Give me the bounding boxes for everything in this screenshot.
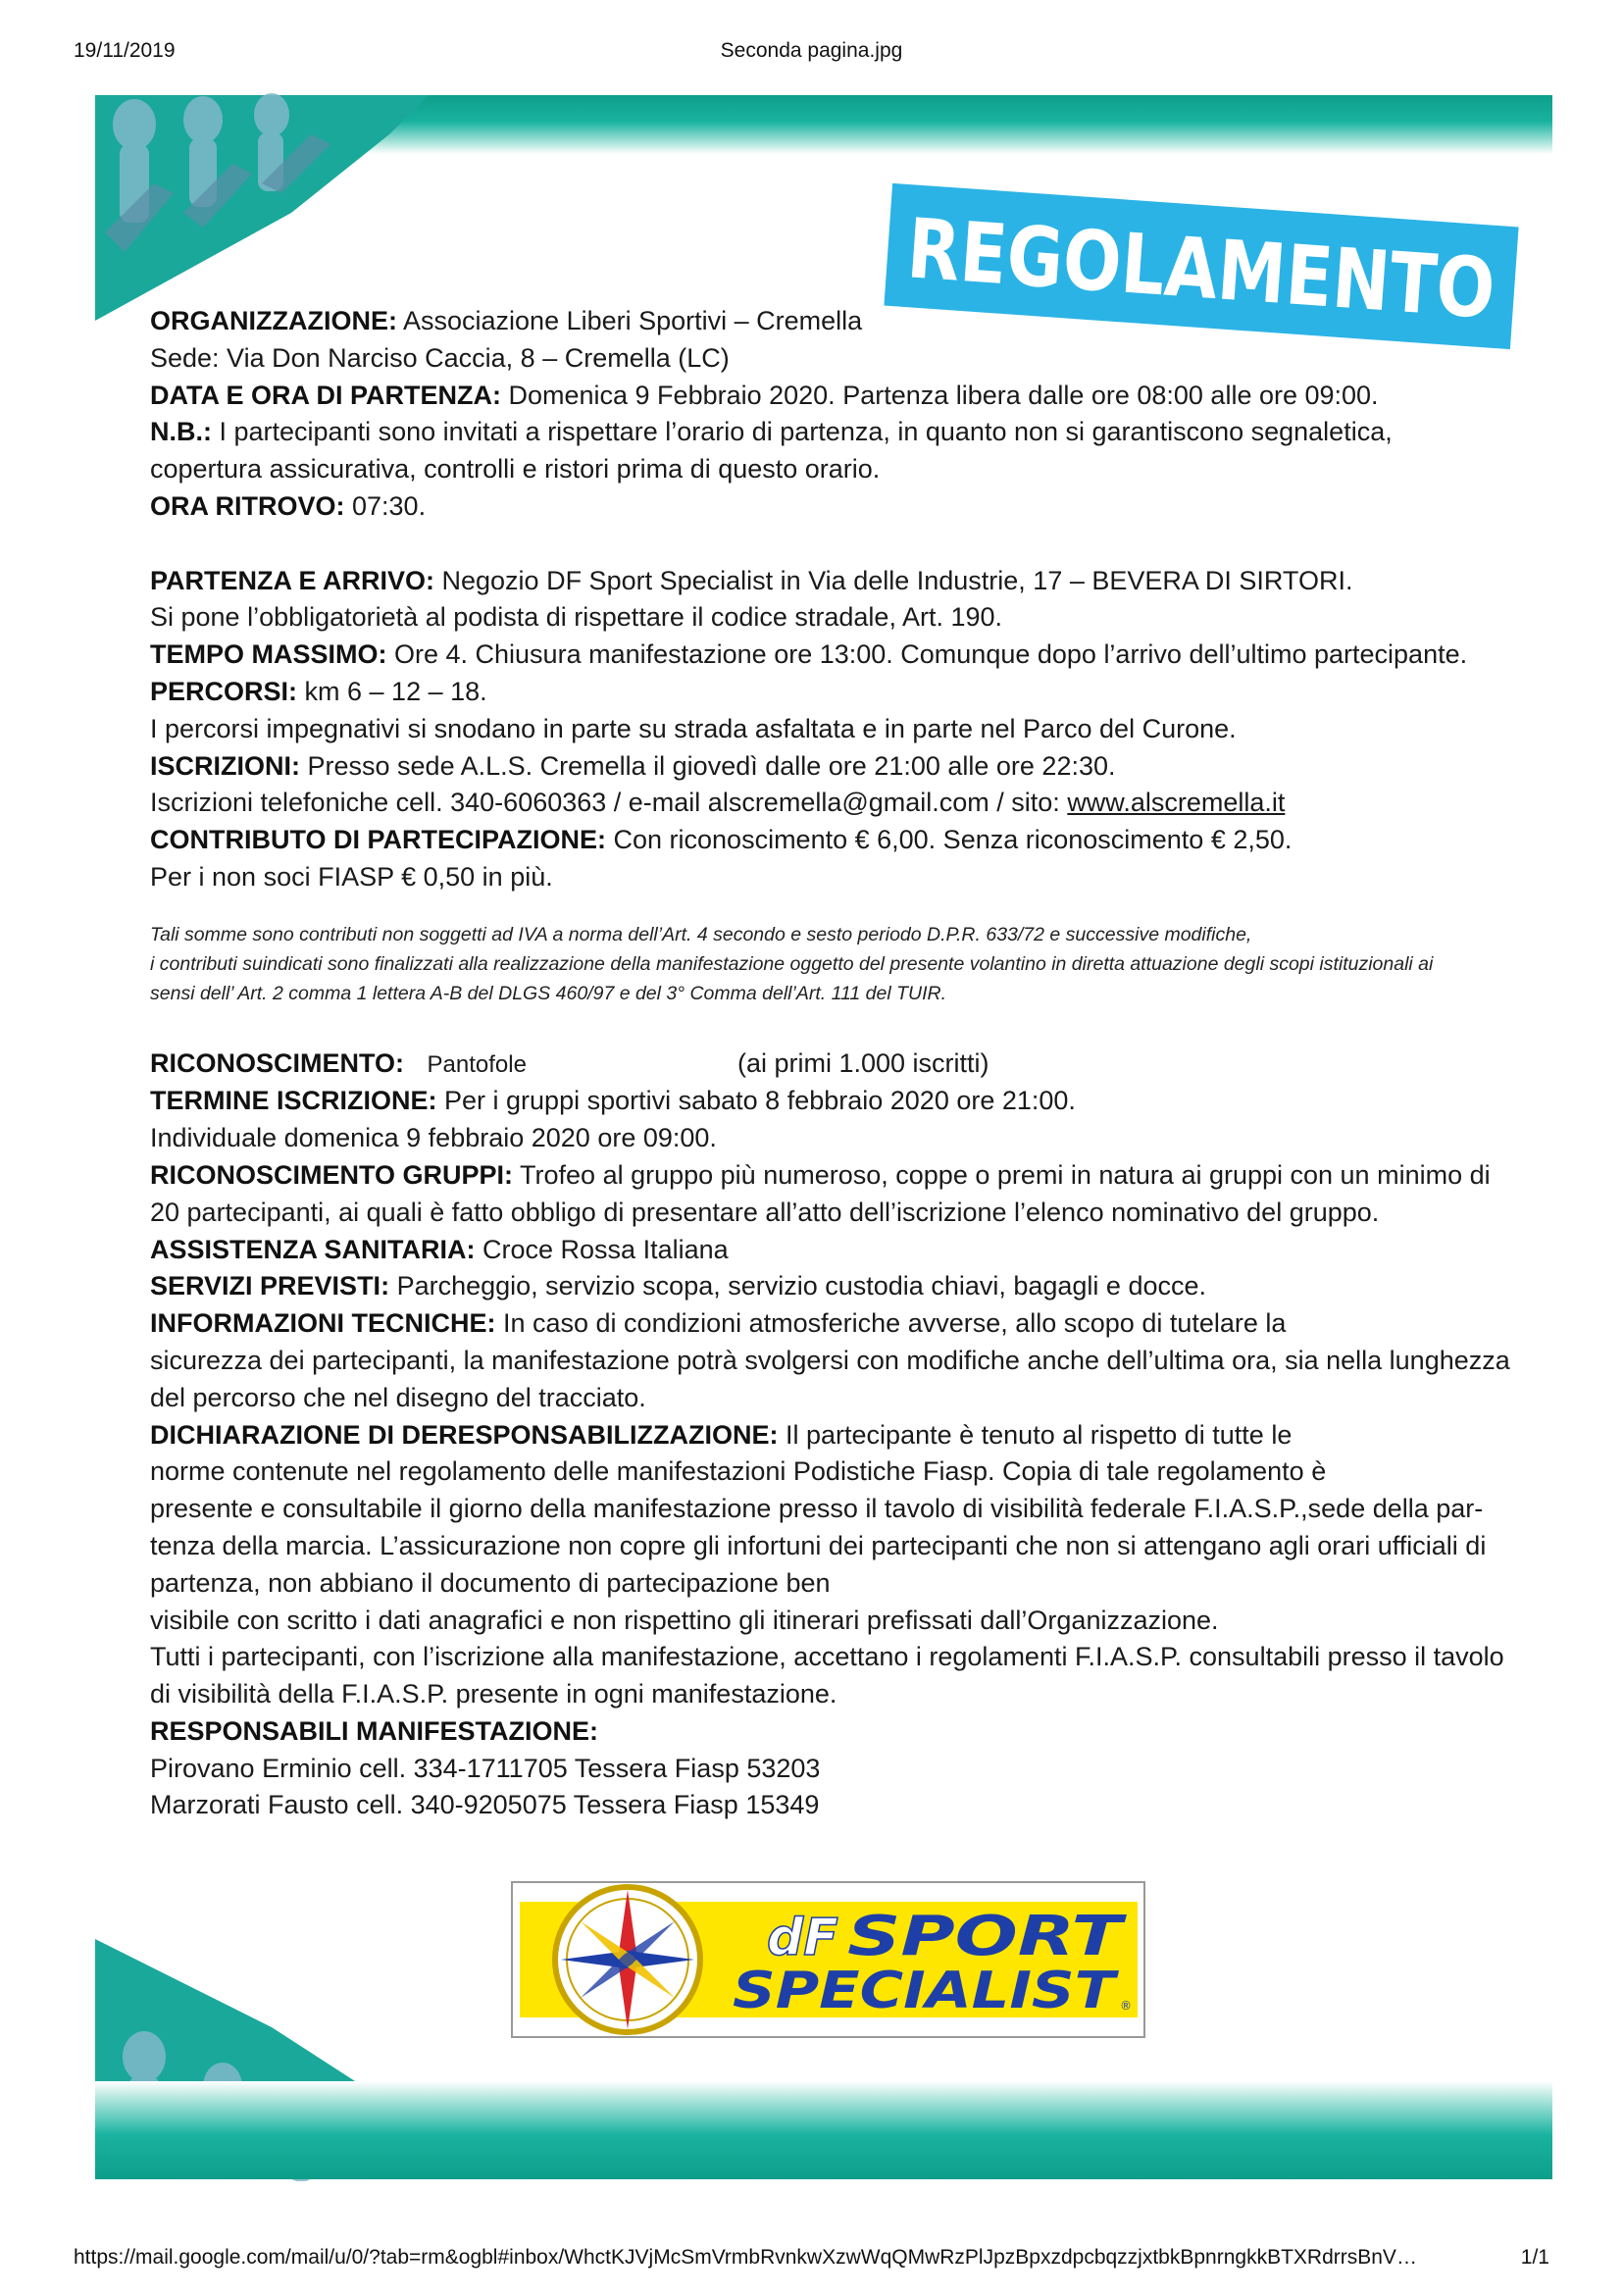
- sede-line: Sede: Via Don Narciso Caccia, 8 – Cremella (LC): [150, 342, 730, 373]
- flyer-page: [95, 95, 1617, 2179]
- dichiarazione-line-5: partenza, non abbiano il documento di partecipazione ben: [150, 1567, 831, 1598]
- nb-line-2: copertura assicurativa, controlli e ristori prima di questo orario.: [150, 454, 881, 485]
- riconoscimento-line: RICONOSCIMENTO: Pantofole (ai primi 1.000 iscritti): [150, 1047, 989, 1078]
- assistenza-line: ASSISTENZA SANITARIA: Croce Rossa Italiana: [150, 1234, 729, 1264]
- responsabili-heading: RESPONSABILI MANIFESTAZIONE:: [150, 1715, 599, 1746]
- page-number: 1/1: [1520, 2246, 1549, 2269]
- sito-link[interactable]: www.alscremella.it: [1067, 788, 1286, 818]
- print-footer: [74, 2246, 1549, 2275]
- info-tecniche-line-2: sicurezza dei partecipanti, la manifestazione potrà svolgersi con modifiche anche dell’ultima ora, sia nella lunghezza: [150, 1345, 1510, 1375]
- svg-text:SPECIALIST: SPECIALIST: [733, 1962, 1120, 2020]
- print-date: 19/11/2019: [74, 39, 176, 62]
- dichiarazione-line-8: di visibilità della F.I.A.S.P. presente in ogni manifestazione.: [150, 1679, 837, 1709]
- info-tecniche-line-3: del percorso che nel disegno del tracciato.: [150, 1382, 646, 1412]
- print-title: Seconda pagina.jpg: [720, 39, 903, 62]
- organizzazione-line: ORGANIZZAZIONE: Associazione Liberi Sportivi – Cremella: [150, 306, 863, 335]
- info-tecniche-line: INFORMAZIONI TECNICHE: In caso di condizioni atmosferiche avverse, allo scopo di tutelare la: [150, 1308, 1287, 1339]
- dichiarazione-line: DICHIARAZIONE DI DERESPONSABILIZZAZIONE: Il partecipante è tenuto al rispetto di tutte le: [150, 1419, 1293, 1450]
- responsabile-1: Pirovano Erminio cell. 334-1711705 Tessera Fiasp 53203: [150, 1753, 821, 1783]
- non-soci-line: Per i non soci FIASP € 0,50 in più.: [150, 861, 553, 892]
- ric-gruppi-line-2: 20 partecipanti, ai quali è fatto obbligo di presentare all’atto dell’iscrizione l’elenco nominativo del gruppo.: [150, 1197, 1380, 1227]
- servizi-line: SERVIZI PREVISTI: Parcheggio, servizio scopa, servizio custodia chiavi, bagagli e docce.: [150, 1271, 1207, 1301]
- bottom-teal-band: [95, 2081, 1552, 2179]
- individuale-line: Individuale domenica 9 febbraio 2020 ore 09:00.: [150, 1123, 717, 1153]
- iva-note: Tali somme sono contributi non soggetti ad IVA a norma dell’Art. 4 secondo e sesto periodo D.P.R. 633/72 e successive modifiche, i contributi suindicati sono finalizzati alla realizzazione della manifestazione oggetto del presente volantino in diretta attuazione degli scopi istituzionali ai sensi dell’ Art. 2 comma 1 lettera A-B del DLGS 460/97 e del 3° Comma dell’Art. 111 del TUIR.: [150, 923, 1434, 1004]
- dichiarazione-line-4: tenza della marcia. L’assicurazione non copre gli infortuni dei partecipanti che non si attengano agli orari ufficiali di: [150, 1530, 1487, 1560]
- iscrizioni-tel-line: Iscrizioni telefoniche cell. 340-6060363 / e-mail alscremella@gmail.com / sito: www.alscremella.it: [150, 788, 1286, 818]
- percorsi-line: PERCORSI: km 6 – 12 – 18.: [150, 676, 487, 706]
- contributo-line: CONTRIBUTO DI PARTECIPAZIONE: Con riconoscimento € 6,00. Senza riconoscimento € 2,50.: [150, 825, 1293, 855]
- nb-line: N.B.: I partecipanti sono invitati a rispettare l’orario di partenza, in quanto non si garantiscono segnaletica,: [150, 417, 1393, 447]
- obbligo-line: Si pone l’obbligatorietà al podista di rispettare il codice stradale, Art. 190.: [150, 602, 1003, 633]
- tempo-massimo-line: TEMPO MASSIMO: Ore 4. Chiusura manifestazione ore 13:00. Comunque dopo l’arrivo dell’ultimo partecipante.: [150, 639, 1468, 670]
- dichiarazione-line-6: visibile con scritto i dati anagrafici e non rispettino gli itinerari prefissati dall’Organizzazione.: [150, 1605, 1219, 1635]
- ric-gruppi-line: RICONOSCIMENTO GRUPPI: Trofeo al gruppo più numeroso, coppe o premi in natura ai gruppi con un minimo di: [150, 1159, 1491, 1190]
- dichiarazione-line-7: Tutti i partecipanti, con l’iscrizione alla manifestazione, accettano i regolamenti F.I.A.S.P. consultabili presso il tavolo: [150, 1642, 1504, 1672]
- banner-title: REGOLAMENTO: [904, 200, 1617, 346]
- iscrizioni-line: ISCRIZIONI: Presso sede A.L.S. Cremella il giovedì dalle ore 21:00 alle ore 22:30.: [150, 750, 1116, 781]
- print-header: [74, 39, 1549, 69]
- dichiarazione-line-2: norme contenute nel regolamento delle manifestazioni Podistiche Fiasp. Copia di tale regolamento è: [150, 1456, 1327, 1487]
- partenza-arrivo-line: PARTENZA E ARRIVO: Negozio DF Sport Specialist in Via delle Industrie, 17 – BEVERA DI SIRTORI.: [150, 565, 1353, 595]
- svg-text:dF: dF: [767, 1909, 838, 1967]
- dichiarazione-line-3: presente e consultabile il giorno della manifestazione presso il tavolo di visibilità federale F.I.A.S.P.,sede della par-: [150, 1494, 1484, 1524]
- runners-silhouette-icon: [95, 95, 429, 321]
- svg-text:®: ®: [1120, 1999, 1132, 2013]
- regulation-text: [150, 303, 1523, 1824]
- print-url[interactable]: https://mail.google.com/mail/u/0/?tab=rm&ogbl#inbox/WhctKJVjMcSmVrmbRvnkwXzwWqQMwRzPlJpzBpxzdpcbqzzjxtbkBpnrngkkBTXRdrrsBnV…: [74, 2246, 1417, 2269]
- responsabile-2: Marzorati Fausto cell. 340-9205075 Tessera Fiasp 15349: [150, 1790, 820, 1820]
- svg-text:SPORT: SPORT: [847, 1905, 1128, 1968]
- df-sport-specialist-logo: [512, 1882, 1144, 2037]
- percorsi-desc-line: I percorsi impegnativi si snodano in parte su strada asfaltata e in parte nel Parco del Curone.: [150, 713, 1237, 743]
- termine-line: TERMINE ISCRIZIONE: Per i gruppi sportivi sabato 8 febbraio 2020 ore 21:00.: [150, 1086, 1076, 1116]
- ora-ritrovo-line: ORA RITROVO: 07:30.: [150, 490, 427, 521]
- data-partenza-line: DATA E ORA DI PARTENZA: Domenica 9 Febbraio 2020. Partenza libera dalle ore 08:00 alle ore 09:00.: [150, 380, 1379, 410]
